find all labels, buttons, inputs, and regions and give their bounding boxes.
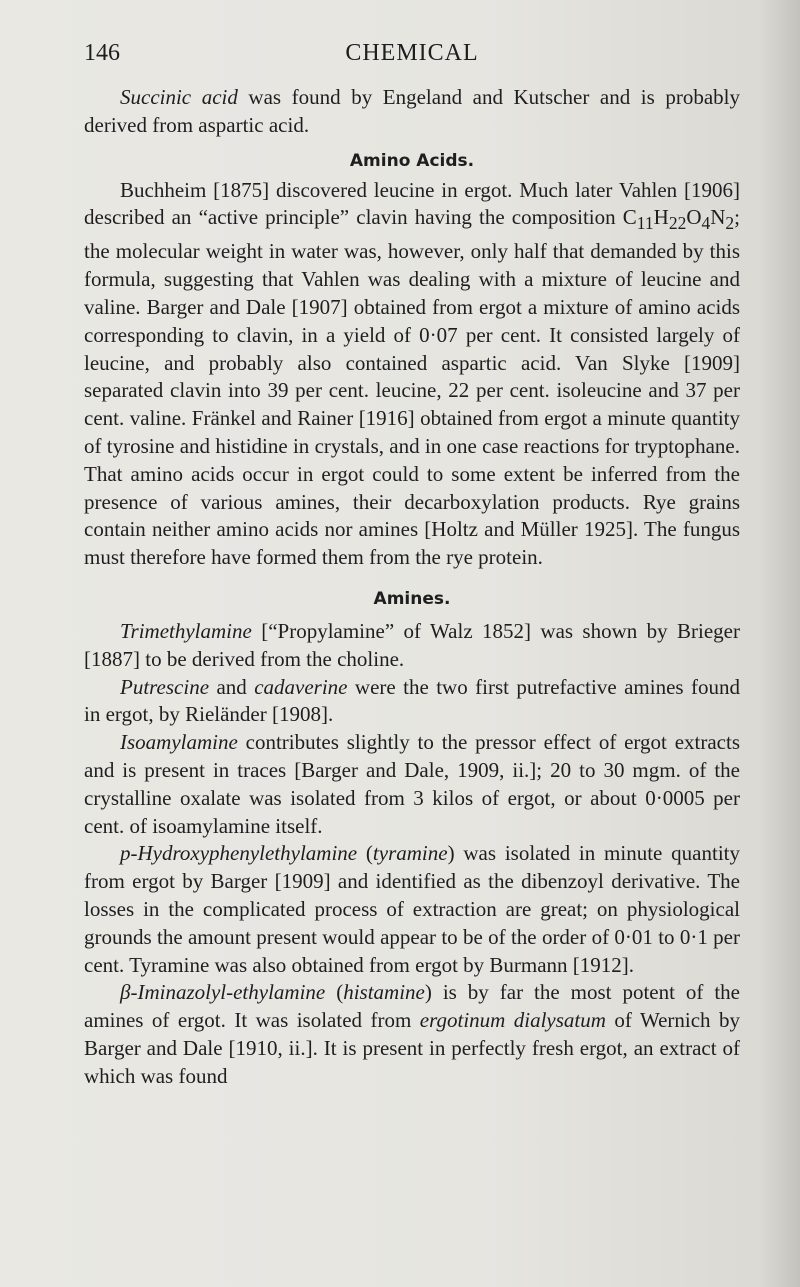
paragraph-text: Buchheim [1875] discovered leucine in ergot. Much later Vahlen [1906] described an “active principle” clavin having the composition C [84, 177, 740, 230]
term-isoamylamine: Isoamylamine [120, 730, 238, 755]
paragraph-text: were the two first putrefactive amines found in ergot, by Rieländer [1908]. [84, 674, 740, 727]
term-iminazolyl-ethylamine: β-Iminazolyl-ethylamine [120, 980, 326, 1005]
formula-element: O [686, 205, 702, 230]
page-header [84, 40, 740, 70]
paragraph-succinic-acid [84, 84, 740, 140]
subscript: 2 [725, 213, 735, 234]
paragraph-text: of Wernich by Barger and Dale [1910, ii.]. It is present in perfectly fresh ergot, an extract of which was found [84, 1008, 741, 1088]
paragraph-text: was found by Engeland and Kutscher and is probably derived from aspartic acid. [84, 85, 740, 137]
body-text [84, 84, 740, 1090]
running-head: CHEMICAL [345, 40, 479, 66]
paragraph-amino-acids [84, 177, 740, 572]
formula-element: N [710, 205, 726, 230]
paragraph-tyramine [84, 840, 740, 979]
term-histamine: histamine [343, 980, 425, 1005]
term-tyramine: tyramine [372, 841, 448, 866]
paragraph-histamine [84, 979, 740, 1090]
paragraph-isoamylamine [84, 729, 740, 840]
subscript: 22 [668, 213, 687, 234]
term-hydroxyphenylethylamine: p-Hydroxyphenylethylamine [120, 841, 358, 866]
paragraph-text: contributes slightly to the pressor effect of ergot extracts and is present in traces [Barger and Dale, 1909, ii.]; 20 to 30 mgm. of the crystalline oxalate was isolated from 3 kilos of ergot, or about 0·0005 per cent. of isoamylamine itself. [84, 730, 740, 838]
formula-element: H [653, 205, 669, 230]
paragraph-text: ) was isolated in minute quantity from ergot by Barger [1909] and identified as the dibenzoyl derivative. The losses in the complicated process of extraction are great; on physiological grounds the amount present would appear to be of the order of 0·01 to 0·1 per cent. Tyramine was also obtained from ergot by Burmann [1912]. [84, 841, 741, 977]
paragraph-trimethylamine [84, 618, 740, 674]
paragraph-putrescine [84, 674, 740, 730]
term-cadaverine: cadaverine [254, 674, 348, 699]
subscript: 11 [636, 213, 654, 234]
page-edge-shadow [760, 0, 800, 1287]
paragraph-text: ; the molecular weight in water was, however, only half that demanded by this formula, suggesting that Vahlen was dealing with a mixture of leucine and valine. Barger and Dale [1907] obtained from ergot a mixture of amino acids corresponding to clavin, in a yield of 0·07 per cent. It consisted largely of leucine, and probably also contained aspartic acid. Van Slyke [1909] separated clavin into 39 per cent. leucine, 22 per cent. isoleucine and 37 per cent. valine. Fränkel and Rainer [1916] obtained from ergot a minute quantity of tyrosine and histidine in crystals, and in one case reactions for tryptophane. That amino acids occur in ergot could to some extent be inferred from the presence of various amines, their decarboxylation products. Rye grains contain neither amino acids nor amines [Holtz and Müller 1925]. The fungus must therefore have formed them from the rye protein. [84, 205, 740, 570]
section-heading-amino-acids: Amino Acids. [349, 150, 475, 171]
term-ergotinum-dialysatum: ergotinum dialysatum [419, 1008, 606, 1033]
paragraph-text: ) is by far the most potent of the amines of ergot. It was isolated from [84, 980, 740, 1033]
paragraph-text: and [209, 674, 255, 699]
subscript: 4 [701, 213, 711, 234]
paragraph-text: ( [357, 841, 373, 866]
section-heading-amines: Amines. [373, 588, 451, 609]
term-trimethylamine: Trimethylamine [120, 618, 252, 643]
term-succinic-acid: Succinic acid [120, 85, 238, 109]
paragraph-text: ( [325, 980, 344, 1005]
term-putrescine: Putrescine [120, 674, 210, 699]
page-number: 146 [84, 40, 120, 66]
paragraph-text: [“Propylamine” of Walz 1852] was shown by Brieger [1887] to be derived from the choline. [84, 618, 740, 671]
